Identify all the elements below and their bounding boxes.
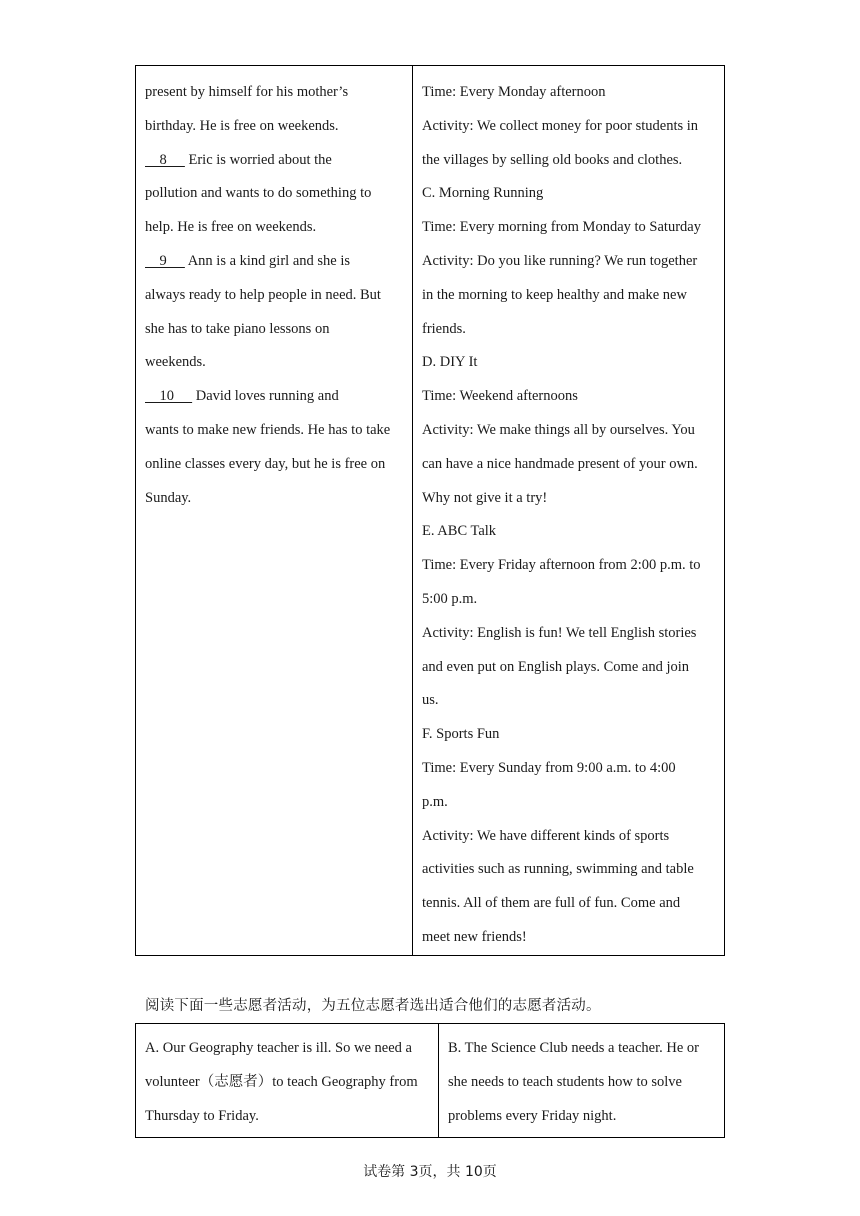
activity-heading: C. Morning Running: [422, 185, 544, 202]
text-line: present by himself for his mother’s: [145, 84, 349, 100]
section-instructions: 阅读下面一些志愿者活动，为五位志愿者选出适合他们的志愿者活动。: [145, 998, 601, 1014]
text-line: Activity: We have different kinds of sports: [422, 827, 670, 844]
text-line: Activity: English is fun! We tell English stories: [422, 624, 697, 641]
question-10-text: David loves running and: [192, 388, 339, 405]
activity-heading: E. ABC Talk: [422, 523, 497, 540]
text-line: can have a nice handmade present of your own.: [422, 455, 698, 472]
text-line: Time: Weekend afternoons: [422, 388, 578, 405]
text-line: Activity: Do you like running? We run together: [422, 252, 698, 269]
answer-blank-9[interactable]: 9: [145, 252, 185, 269]
activity-cell-a: [136, 1024, 439, 1137]
text-line: meet new friends!: [422, 928, 527, 945]
question-9-line: [145, 245, 404, 279]
text-line: friends.: [422, 320, 466, 337]
text-line: pollution and wants to do something to: [145, 185, 372, 202]
activity-heading: F. Sports Fun: [422, 726, 500, 743]
page-footer: 试卷第 3页，共 10页: [363, 1164, 497, 1180]
text-line: tennis. All of them are full of fun. Come and: [422, 895, 681, 912]
text-line: problems every Friday night.: [448, 1107, 617, 1124]
text-line: A. Our Geography teacher is ill. So we need a: [145, 1040, 412, 1056]
text-line: online classes every day, but he is free on: [145, 455, 386, 472]
question-8-text: Eric is worried about the: [184, 151, 332, 168]
text-line: Sunday.: [145, 489, 192, 506]
text-line: activities such as running, swimming and table: [422, 861, 694, 878]
text-line: the villages by selling old books and clothes.: [422, 151, 683, 168]
text-line: in the morning to keep healthy and make new: [422, 286, 687, 303]
text-line: wants to make new friends. He has to take: [145, 421, 391, 438]
answer-blank-10[interactable]: 10: [145, 388, 193, 405]
answer-blank-8[interactable]: 8: [145, 151, 185, 168]
text-line: weekends.: [145, 354, 206, 371]
text-line: she needs to teach students how to solve: [448, 1073, 682, 1090]
text-line: Activity: We collect money for poor students in: [422, 117, 699, 134]
text-line: Time: Every morning from Monday to Saturday: [422, 219, 701, 236]
text-line: she has to take piano lessons on: [145, 320, 330, 337]
text-line: Why not give it a try!: [422, 489, 548, 506]
question-8-line: [145, 144, 404, 178]
text-line: help. He is free on weekends.: [145, 219, 317, 236]
question-9-text: Ann is a kind girl and she is: [184, 252, 351, 269]
activities-table: [135, 65, 725, 956]
text-line: and even put on English plays. Come and join: [422, 658, 690, 675]
text-line: volunteer（志愿者）to teach Geography from: [145, 1073, 418, 1090]
text-line: always ready to help people in need. But: [145, 286, 381, 303]
text-line: birthday. He is free on weekends.: [145, 117, 339, 134]
text-line: Time: Every Monday afternoon: [422, 84, 606, 100]
volunteer-descriptions-column: [136, 66, 413, 955]
text-line: B. The Science Club needs a teacher. He or: [448, 1040, 699, 1056]
text-line: p.m.: [422, 793, 448, 810]
text-line: Time: Every Sunday from 9:00 a.m. to 4:00: [422, 759, 676, 776]
volunteer-activities-table: [135, 1023, 725, 1138]
text-line: Thursday to Friday.: [145, 1107, 259, 1124]
text-line: Activity: We make things all by ourselves. You: [422, 421, 695, 438]
text-line: Time: Every Friday afternoon from 2:00 p.m. to: [422, 557, 701, 574]
text-line: us.: [422, 692, 439, 709]
text-line: 5:00 p.m.: [422, 590, 478, 607]
activity-cell-b: [439, 1024, 724, 1137]
question-10-line: [145, 380, 404, 414]
activity-options-column: [413, 66, 724, 955]
activity-heading: D. DIY It: [422, 354, 478, 371]
